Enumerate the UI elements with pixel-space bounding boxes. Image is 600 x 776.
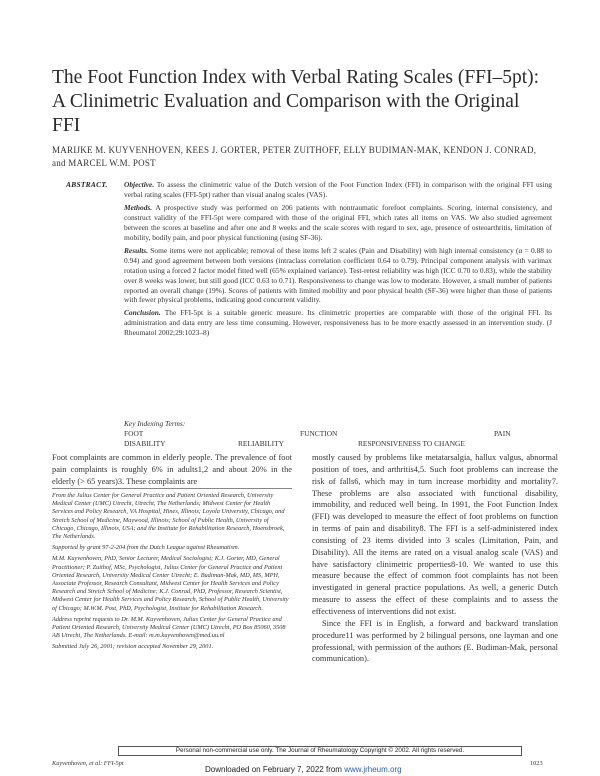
keyword: RELIABILITY [238, 439, 284, 448]
abstract-label: ABSTRACT. [66, 180, 108, 189]
body-paragraph: mostly caused by problems like metatarsalgia, hallux valgus, abnormal position of toes, and arthritis4,5. Such foot problems can increase the risk of falls6, which may in turn increase morbidity and mortality7. These problems are also associated with functional disability, immobility, and reduced well being. In 1991, the Foot Function Index (FFI) was developed to measure the effect of foot problems on function in terms of pain and disability8. The FFI is a self-administered index consisting of 23 items divided into 3 scales (Limitation, Pain, and Disability). All the items are rated on a visual analog scale (VAS) and have satisfactory clinimetric properties8-10. We wanted to use this measure because the effect of common foot complaints has not been investigated in general practice populations. As well, a generic Dutch measure to assess the effect of these complaints and to assess the effectiveness of interventions did not exist. [312, 453, 558, 616]
keyword: PAIN [494, 429, 511, 438]
key-indexing-terms [124, 419, 554, 449]
body-intro: Foot complaints are common in elderly people. The prevalence of foot pain complaints is roughly 6% in adults1,2 and about 20% in the elderly (> 65 years)3. These complaints are [52, 453, 292, 486]
methods-label: Methods. [124, 202, 153, 212]
body-paragraph: Since the FFI is in English, a forward and backward translation procedure11 was performed by 2 bilingual persons, one layman and one professional, with permission of the authors (E. Budiman-Mak, personal communication). [312, 618, 558, 664]
footnote-submitted: Submitted July 26, 2001; revision accepted November 29, 2001. [52, 643, 214, 651]
body-right-column [312, 452, 558, 665]
author-list: MARIJKE M. KUYVENHOVEN, KEES J. GORTER, PETER ZUITHOFF, ELLY BUDIMAN-MAK, KENDON J. CONRAD, and MARCEL W.M. POST [52, 145, 537, 168]
copyright-notice: Personal non-commercial use only. The Journal of Rheumatology Copyright © 2002. All rights reserved. [118, 746, 522, 756]
abstract-results: Results. Some items were not applicable; removal of these items left 2 scales (Pain and Disability) with high internal consistency (α = 0.88 to 0.94) and good agreement between both versions (intraclass correlation coefficient 0.64 to 0.79). Principal component analysis with varimax rotation using a forced 2 factor model fitted well (65% explained variance). Test-retest reliability was high (ICC 0.70 to 0.83), while the stability over 8 weeks was lower, but still good (ICC 0.63 to 0.71). Responsiveness to change was low to moderate. However, a small number of patients reported an overall change (19%). Scores of patients with limited mobility and poor physical health (SF-36) were higher than those of patients with fewer physical problems, indicating good concurrent validity. [124, 245, 552, 305]
running-head: Kuyvenhoven, et al: FFI-5pt [52, 760, 124, 767]
objective-label: Objective. [124, 180, 155, 189]
abstract-objective: Objective. To assess the clinimetric value of the Dutch version of the Foot Function Index (FFI) in comparison with the original FFI using verbal rating scales (FFI-5pt) rather than visual analog scales (VAS). [124, 180, 552, 199]
keyword: FOOT [124, 429, 144, 438]
results-label: Results. [124, 245, 149, 255]
keyword: RESPONSIVENESS TO CHANGE [358, 439, 465, 448]
abstract-conclusion: Conclusion. The FFI-5pt is a suitable generic measure. Its clinimetric properties are comparable with those of the original FFI. Its administration and data entry are less time consuming. However, responsiveness has to be more exactly assessed in an intervention study. (J Rheumatol 2002;29:1023–8) [124, 308, 553, 338]
download-notice [205, 765, 402, 774]
footnote-reprints: Address reprint requests to Dr. M.M. Kuyvenhoven, Julius Center for General Practice and Patient Oriented Research, University Medical Center (UMC) Utrecht, PO Box 85060, 3508 AB Utrecht, The Netherlands. E-mail: m.m.kuyvenhoven@med.uu.nl [52, 615, 286, 640]
abstract [124, 180, 552, 341]
footnote-affiliation: From the Julius Center for General Practice and Patient Oriented Research, University Medical Center (UMC) Utrecht, Utrecht, The Netherlands; Midwest Center for Health Services and Policy Research, VA Hospital, Hines, Illinois; Loyola University, Chicago, and Streich School of Medicine, Maywood, Illinois; School of Public Health, University of Chicago, Chicago, Illinois, USA; and the Institute for Rehabilitation Research, Hoensbroek, The Netherlands. [52, 492, 285, 541]
keyword: DISABILITY [124, 439, 166, 448]
keyword: FUNCTION [300, 429, 338, 438]
article-title: The Foot Function Index with Verbal Rating Scales (FFI–5pt): A Clinimetric Evaluation and Comparison with the Original FFI [52, 67, 540, 136]
page-number: 1023 [530, 760, 543, 767]
download-text: Downloaded on February 7, 2022 from [205, 765, 342, 774]
footnote-author-details: M.M. Kuyvenhoven, PhD, Senior Lecturer, Medical Sociologist; K.J. Gorter, MD, General Practitioner; P. Zuithof, MSc, Psychologist, Julius Center for General Practice and Patient Oriented Research, University Medical Center Utrecht; E. Budiman-Mak, MD, MS, MPH, Associate Professor, Research Consultant, Midwest Center for Health Services and Policy Research and Streich School of Medicine; K.J. Conrad, PhD, Professor, Research Scientist, Midwest Center for Health Services and Policy Research, School of Public Health, University of Chicago; M.W.M. Post, PhD, Psychologist, Institute for Rehabilitation Research. [52, 555, 289, 612]
footnote-support: Supported by grant 97-2-204 from the Dutch League against Rheumatism. [52, 544, 240, 552]
keywords-label: Key Indexing Terms: [124, 419, 186, 428]
footnotes [52, 488, 292, 655]
abstract-methods: Methods. A prospective study was performed on 206 patients with nontraumatic forefoot complaints. Scoring, internal consistency, and construct validity of the FFI-5pt were compared with those of the original FFI, which rates all items on VAS. We also studied agreement between the scores at baseline and after one and 8 weeks and the scale scores with regard to sex, age, presence of osteoarthritis, limitation of mobility, bodily pain, and poor physical functioning (using SF-36). [124, 202, 552, 242]
download-link[interactable]: www.jrheum.org [344, 765, 402, 774]
conclusion-label: Conclusion. [124, 308, 161, 318]
